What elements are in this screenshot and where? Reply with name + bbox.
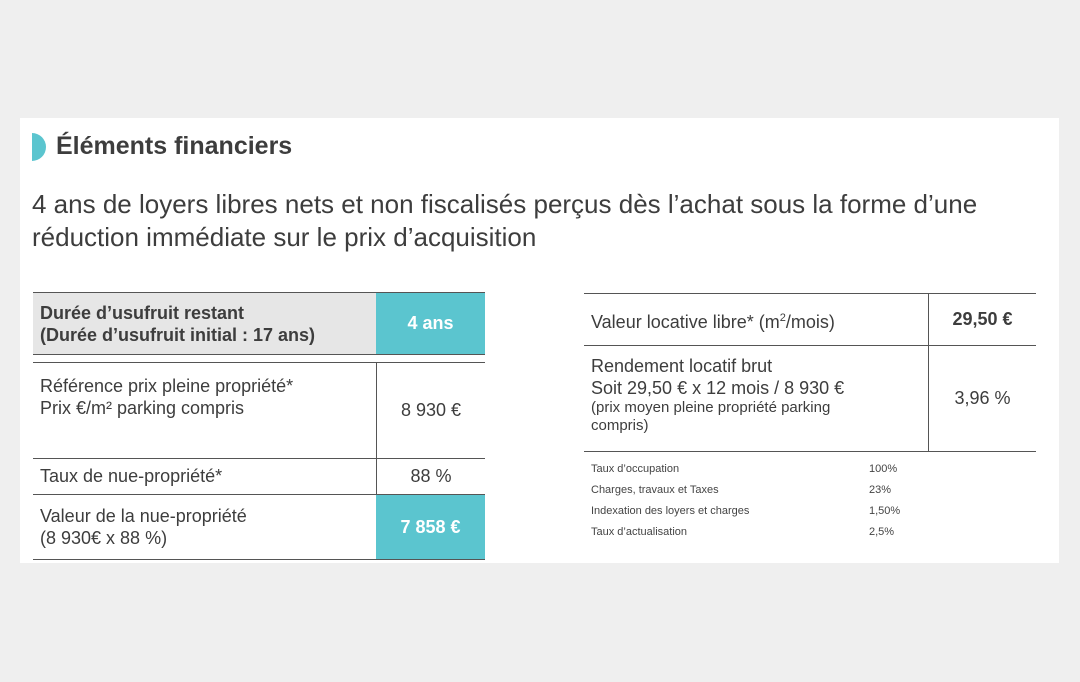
assumption-label: Taux d’occupation bbox=[591, 463, 680, 475]
full-ownership-price-label: Référence prix pleine propriété* Prix €/m² parking compris bbox=[40, 376, 294, 418]
financial-card bbox=[20, 118, 1059, 563]
full-ownership-price-value: 8 930 € bbox=[376, 363, 485, 458]
table-row bbox=[33, 292, 485, 355]
usufruct-duration-label: Durée d’usufruit restant (Durée d’usufruit initial : 17 ans) bbox=[33, 293, 376, 354]
bare-ownership-value: 7 858 € bbox=[376, 495, 485, 559]
intro-text: 4 ans de loyers libres nets et non fiscalisés perçus dès l’achat sous la forme d’une réduction immédiate sur le prix d’acquisition bbox=[32, 189, 978, 252]
table-row bbox=[33, 495, 485, 560]
bare-ownership-rate-value: 88 % bbox=[376, 458, 485, 494]
rental-value: 29,50 € bbox=[928, 294, 1036, 345]
rental-value-label: Valeur locative libre* $(m^2/mois)$ bbox=[591, 311, 835, 332]
assumption-label: Taux d’actualisation bbox=[591, 526, 688, 538]
assumption-value: 23% bbox=[869, 484, 892, 496]
assumption-value: 1,50% bbox=[869, 505, 901, 517]
table-row bbox=[584, 346, 1036, 452]
assumption-label: Indexation des loyers et charges bbox=[591, 505, 750, 517]
assumption-value: 2,5% bbox=[869, 526, 895, 538]
section-title: Éléments financiers bbox=[56, 132, 293, 160]
table-row bbox=[33, 458, 485, 495]
gross-yield-label: Rendement locatif brut Soit 29,50 € x 12 mois / 8 930 € (prix moyen pleine propriété parking compris) bbox=[591, 356, 845, 434]
bare-ownership-rate-label: Taux de nue-propriété* bbox=[40, 466, 223, 486]
half-circle-bullet-icon bbox=[32, 133, 46, 161]
table-row bbox=[584, 293, 1036, 346]
gross-yield-value: 3,96 % bbox=[928, 346, 1036, 451]
usufruct-duration-value: 4 ans bbox=[376, 293, 485, 354]
table-row bbox=[33, 362, 485, 459]
assumption-value: 100% bbox=[869, 463, 898, 475]
assumptions-list bbox=[591, 463, 931, 543]
assumption-label: Charges, travaux et Taxes bbox=[591, 484, 719, 496]
bare-ownership-value-label: Valeur de la nue-propriété (8 930€ x 88 %) bbox=[40, 506, 247, 548]
